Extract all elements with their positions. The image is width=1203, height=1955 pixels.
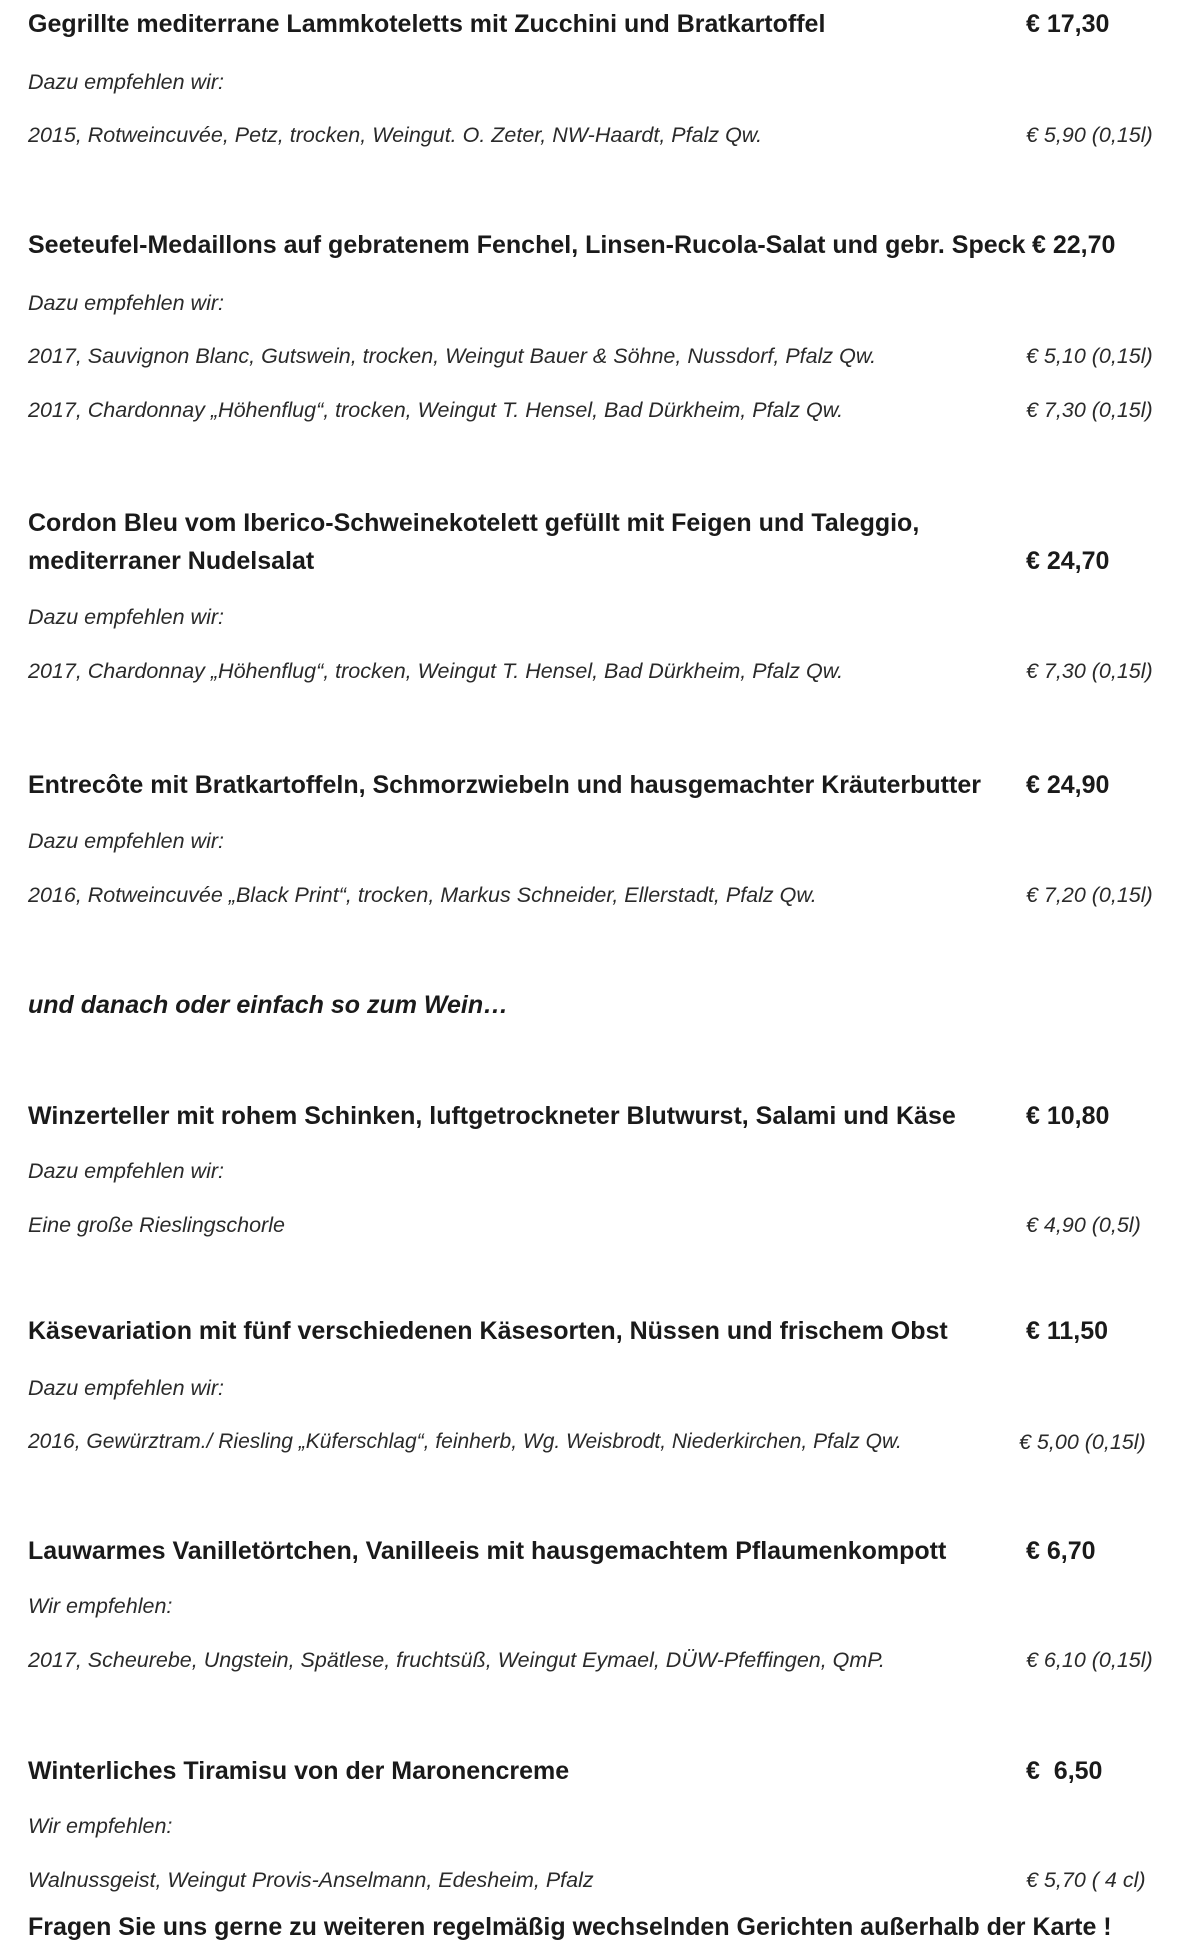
wine-price: € 5,70 ( 4 cl) (1026, 1868, 1146, 1892)
footer-note: Fragen Sie uns gerne zu weiteren regelmäßig wechselnden Gerichten außerhalb der Karte ! (28, 1913, 1112, 1941)
dish-price: € 17,30 (1026, 10, 1110, 38)
wine-price: € 4,90 (0,5l) (1026, 1213, 1141, 1237)
wine-pairing: 2017, Chardonnay „Höhenflug“, trocken, Weingut T. Hensel, Bad Dürkheim, Pfalz Qw. (28, 398, 844, 422)
dish-price: € 11,50 (1026, 1317, 1109, 1345)
dish-title: Winterliches Tiramisu von der Maronencreme (28, 1757, 570, 1785)
recommendation-label: Dazu empfehlen wir: (28, 1159, 224, 1183)
dish-title: Gegrillte mediterrane Lammkoteletts mit Zucchini und Bratkartoffel (28, 10, 826, 38)
dish-title: Lauwarmes Vanilletörtchen, Vanilleeis mit hausgemachtem Pflaumenkompott (28, 1537, 947, 1565)
dish-title: Käsevariation mit fünf verschiedenen Käsesorten, Nüssen und frischem Obst (28, 1317, 948, 1345)
wine-price: € 7,30 (0,15l) (1026, 398, 1153, 422)
wine-pairing: 2017, Sauvignon Blanc, Gutswein, trocken, Weingut Bauer & Söhne, Nussdorf, Pfalz Qw. (28, 344, 877, 368)
dish-price: € 24,90 (1026, 771, 1110, 799)
recommendation-label: Wir empfehlen: (28, 1814, 173, 1838)
recommendation-label: Dazu empfehlen wir: (28, 605, 224, 629)
section-heading: und danach oder einfach so zum Wein… (28, 991, 509, 1019)
dish-price: € 10,80 (1026, 1102, 1110, 1130)
dish-price: € 22,70 (1032, 231, 1116, 259)
wine-price: € 7,30 (0,15l) (1026, 659, 1153, 683)
wine-pairing: Walnussgeist, Weingut Provis-Anselmann, Edesheim, Pfalz (28, 1868, 594, 1892)
wine-pairing: 2016, Rotweincuvée „Black Print“, trocken, Markus Schneider, Ellerstadt, Pfalz Qw. (28, 883, 817, 907)
dish-title: Seeteufel-Medaillons auf gebratenem Fenchel, Linsen-Rucola-Salat und gebr. Speck (28, 231, 1026, 259)
wine-pairing: 2015, Rotweincuvée, Petz, trocken, Weingut. O. Zeter, NW-Haardt, Pfalz Qw. (28, 123, 763, 147)
recommendation-label: Dazu empfehlen wir: (28, 829, 224, 853)
wine-price: € 7,20 (0,15l) (1026, 883, 1153, 907)
recommendation-label: Dazu empfehlen wir: (28, 70, 224, 94)
wine-pairing: 2017, Scheurebe, Ungstein, Spätlese, fruchtsüß, Weingut Eymael, DÜW-Pfeffingen, QmP. (28, 1648, 885, 1672)
dish-price: € 6,70 (1026, 1537, 1096, 1565)
dish-title: Entrecôte mit Bratkartoffeln, Schmorzwiebeln und hausgemachter Kräuterbutter (28, 771, 981, 799)
recommendation-label: Dazu empfehlen wir: (28, 1376, 224, 1400)
wine-pairing: 2016, Gewürztram./ Riesling „Küferschlag“, feinherb, Wg. Weisbrodt, Niederkirchen, Pfalz Qw. (28, 1430, 902, 1453)
wine-price: € 5,00 (0,15l) (1019, 1430, 1146, 1454)
dish-title-continued: mediterraner Nudelsalat (28, 547, 315, 575)
recommendation-label: Wir empfehlen: (28, 1594, 173, 1618)
wine-pairing: 2017, Chardonnay „Höhenflug“, trocken, Weingut T. Hensel, Bad Dürkheim, Pfalz Qw. (28, 659, 844, 683)
dish-price: € 6,50 (1026, 1757, 1103, 1785)
dish-price: € 24,70 (1026, 547, 1110, 575)
wine-price: € 5,90 (0,15l) (1026, 123, 1153, 147)
wine-price: € 5,10 (0,15l) (1026, 344, 1153, 368)
wine-pairing: Eine große Rieslingschorle (28, 1213, 285, 1237)
recommendation-label: Dazu empfehlen wir: (28, 291, 224, 315)
dish-title: Cordon Bleu vom Iberico-Schweinekotelett gefüllt mit Feigen und Taleggio, (28, 509, 920, 537)
dish-title: Winzerteller mit rohem Schinken, luftgetrockneter Blutwurst, Salami und Käse (28, 1102, 956, 1130)
wine-price: € 6,10 (0,15l) (1026, 1648, 1153, 1672)
